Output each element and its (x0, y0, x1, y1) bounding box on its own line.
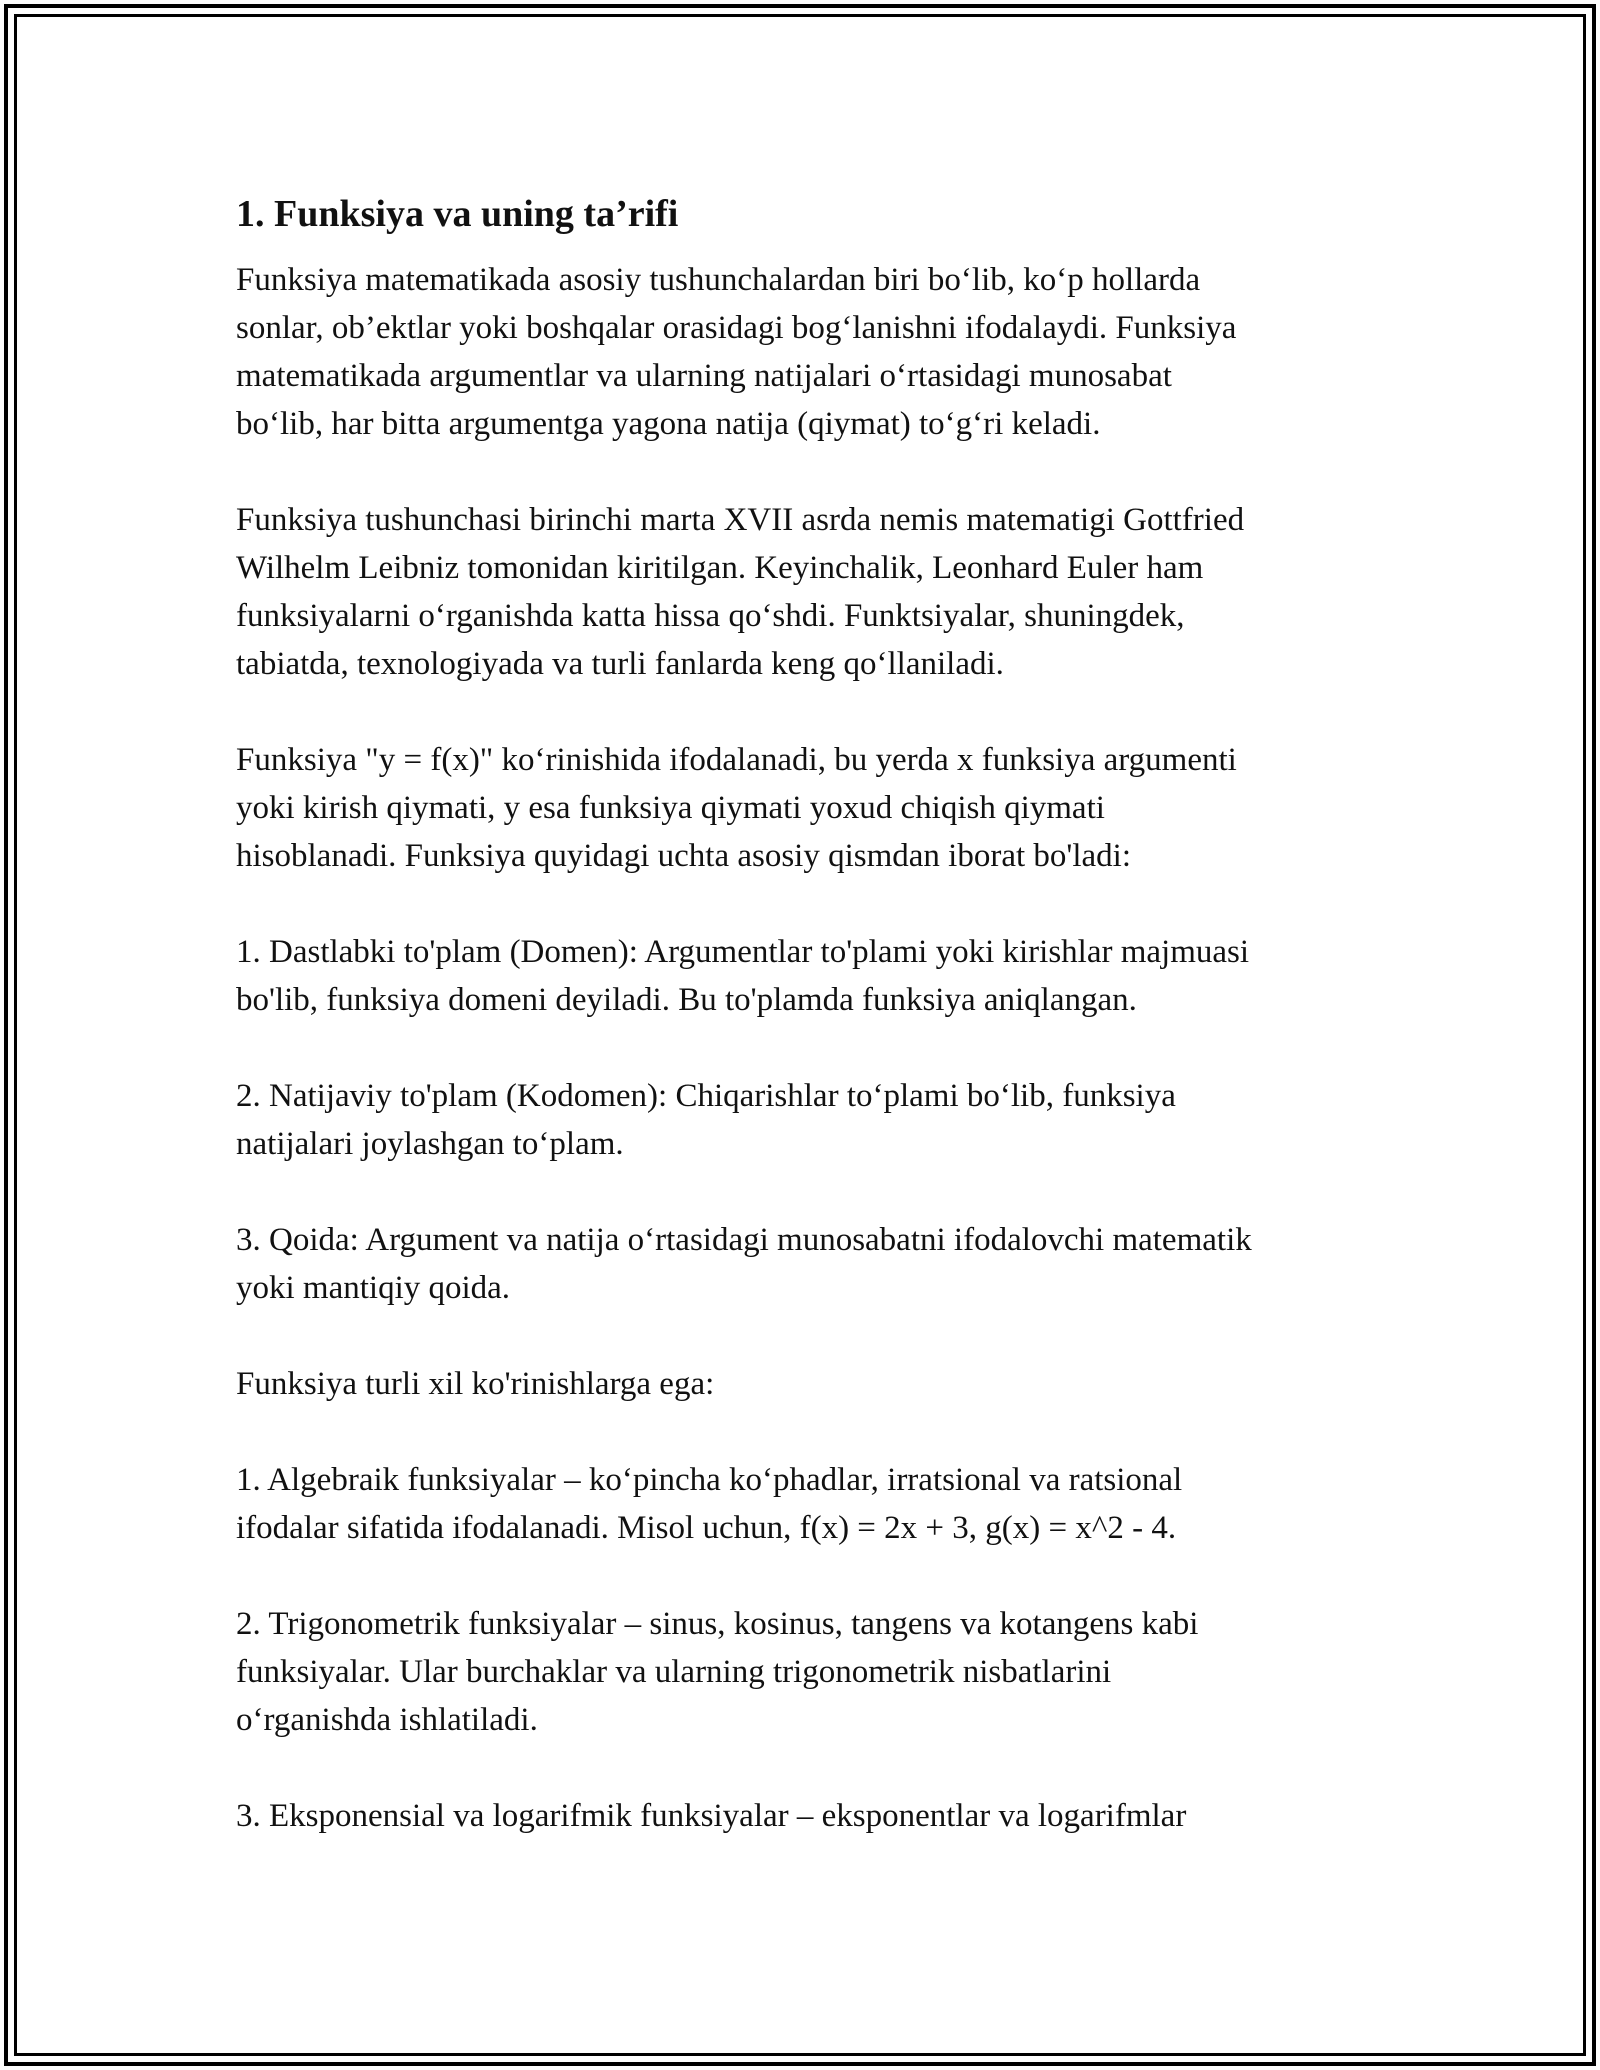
paragraph-domain (236, 928, 1376, 1024)
paragraph-history (236, 496, 1376, 688)
text-line: matematikada argumentlar va ularning natijalari o‘rtasidagi munosabat (236, 358, 1172, 394)
text-line: Funksiya turli xil ko'rinishlarga ega: (236, 1366, 715, 1402)
text-line: bo'lib, funksiya domeni deyiladi. Bu to'plamda funksiya aniqlangan. (236, 982, 1137, 1018)
text-line: tabiatda, texnologiyada va turli fanlarda keng qo‘llaniladi. (236, 646, 1004, 682)
text-line: sonlar, ob’ektlar yoki boshqalar orasidagi bog‘lanishni ifodalaydi. Funksiya (236, 310, 1237, 346)
text-line: 3. Qoida: Argument va natija o‘rtasidagi munosabatni ifodalovchi matematik (236, 1222, 1252, 1258)
text-line: funksiyalar. Ular burchaklar va ularning trigonometrik nisbatlarini (236, 1654, 1112, 1690)
document-body (236, 186, 1376, 1888)
text-line: 3. Eksponensial va logarifmik funksiyalar – eksponentlar va logarifmlar (236, 1798, 1187, 1834)
text-line: bo‘lib, har bitta argumentga yagona natija (qiymat) to‘g‘ri keladi. (236, 406, 1101, 442)
text-line: o‘rganishda ishlatiladi. (236, 1702, 538, 1738)
text-line: 2. Natijaviy to'plam (Kodomen): Chiqarishlar to‘plami bo‘lib, funksiya (236, 1078, 1176, 1114)
text-line: Wilhelm Leibniz tomonidan kiritilgan. Keyinchalik, Leonhard Euler ham (236, 550, 1204, 586)
text-line: ifodalar sifatida ifodalanadi. Misol uchun, f(x) = 2x + 3, g(x) = x^2 - 4. (236, 1510, 1177, 1546)
text-line: 1. Algebraik funksiyalar – ko‘pincha ko‘phadlar, irratsional va ratsional (236, 1462, 1183, 1498)
paragraph-codomain (236, 1072, 1376, 1168)
paragraph-trigonometric (236, 1600, 1376, 1744)
text-line: 2. Trigonometrik funksiyalar – sinus, kosinus, tangens va kotangens kabi (236, 1606, 1199, 1642)
text-line: hisoblanadi. Funksiya quyidagi uchta asosiy qismdan iborat bo'ladi: (236, 838, 1131, 874)
text-line: yoki kirish qiymati, y esa funksiya qiymati yoxud chiqish qiymati (236, 790, 1105, 826)
text-line: funksiyalarni o‘rganishda katta hissa qo‘shdi. Funktsiyalar, shuningdek, (236, 598, 1185, 634)
paragraph-notation (236, 736, 1376, 880)
text-line: yoki mantiqiy qoida. (236, 1270, 511, 1306)
text-line: Funksiya "y = f(x)" ko‘rinishida ifodalanadi, bu yerda x funksiya argumenti (236, 742, 1237, 778)
paragraph-exponential (236, 1792, 1376, 1840)
paragraph-rule (236, 1216, 1376, 1312)
text-line: Funksiya matematikada asosiy tushunchalardan biri bo‘lib, ko‘p hollarda (236, 262, 1201, 298)
text-line: Funksiya tushunchasi birinchi marta XVII asrda nemis matematigi Gottfried (236, 502, 1245, 538)
paragraph-types-intro (236, 1360, 1376, 1408)
section-heading: 1. Funksiya va uning ta’rifi (236, 193, 679, 235)
text-line: natijalari joylashgan to‘plam. (236, 1126, 624, 1162)
text-line: 1. Dastlabki to'plam (Domen): Argumentlar to'plami yoki kirishlar majmuasi (236, 934, 1250, 970)
paragraph-algebraic (236, 1456, 1376, 1552)
paragraph-definition (236, 256, 1376, 448)
